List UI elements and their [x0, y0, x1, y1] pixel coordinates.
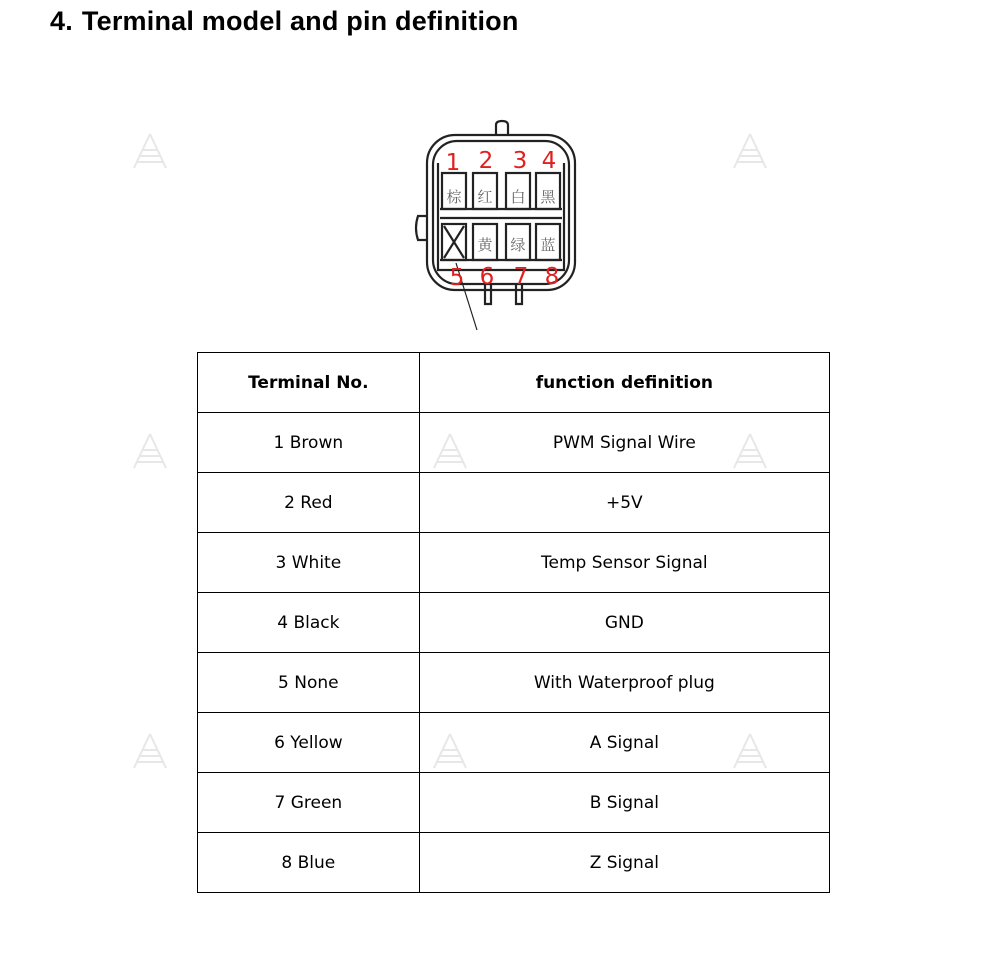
table-row — [198, 533, 830, 593]
terminal-cell: 6 Yellow — [198, 713, 420, 773]
pin-number-6: 6 — [479, 264, 495, 290]
table-row — [198, 413, 830, 473]
watermark-logo-icon — [128, 430, 172, 474]
pin-number-8: 8 — [544, 264, 560, 290]
function-cell: Z Signal — [419, 833, 829, 893]
function-cell: +5V — [419, 473, 829, 533]
pin-color-green: 绿 — [510, 236, 526, 254]
header-function-definition: function definition — [419, 353, 829, 413]
terminal-cell: 3 White — [198, 533, 420, 593]
terminal-cell: 8 Blue — [198, 833, 420, 893]
pin-number-3: 3 — [512, 148, 528, 174]
table-row — [198, 653, 830, 713]
table-row — [198, 833, 830, 893]
pin-number-7: 7 — [513, 264, 529, 290]
pin-color-white: 白 — [510, 188, 526, 206]
pin-color-brown: 棕 — [446, 188, 462, 206]
table-row — [198, 473, 830, 533]
table-row — [198, 593, 830, 653]
pin-definition-table — [197, 352, 830, 893]
terminal-cell: 5 None — [198, 653, 420, 713]
pin-color-red: 红 — [477, 188, 493, 206]
terminal-cell: 1 Brown — [198, 413, 420, 473]
function-cell: GND — [419, 593, 829, 653]
function-cell: With Waterproof plug — [419, 653, 829, 713]
connector-diagram — [410, 118, 580, 340]
terminal-cell: 7 Green — [198, 773, 420, 833]
pin-number-1: 1 — [445, 150, 461, 176]
pin-color-blue: 蓝 — [540, 236, 556, 254]
section-number: 4. — [50, 6, 73, 36]
pin-color-yellow: 黄 — [477, 236, 493, 254]
terminal-cell: 2 Red — [198, 473, 420, 533]
section-heading — [50, 6, 519, 37]
table-row — [198, 773, 830, 833]
function-cell: B Signal — [419, 773, 829, 833]
function-cell: A Signal — [419, 713, 829, 773]
watermark-logo-icon — [128, 730, 172, 774]
pin-number-4: 4 — [541, 148, 557, 174]
table-row — [198, 713, 830, 773]
pin-color-black: 黑 — [540, 188, 556, 206]
function-cell: PWM Signal Wire — [419, 413, 829, 473]
pin-number-5: 5 — [449, 265, 465, 291]
table-header-row — [198, 353, 830, 413]
terminal-cell: 4 Black — [198, 593, 420, 653]
watermark-logo-icon — [728, 130, 772, 174]
function-cell: Temp Sensor Signal — [419, 533, 829, 593]
header-terminal-no: Terminal No. — [198, 353, 420, 413]
section-title: Terminal model and pin definition — [81, 6, 519, 36]
pin-number-2: 2 — [478, 148, 494, 174]
watermark-logo-icon — [128, 130, 172, 174]
